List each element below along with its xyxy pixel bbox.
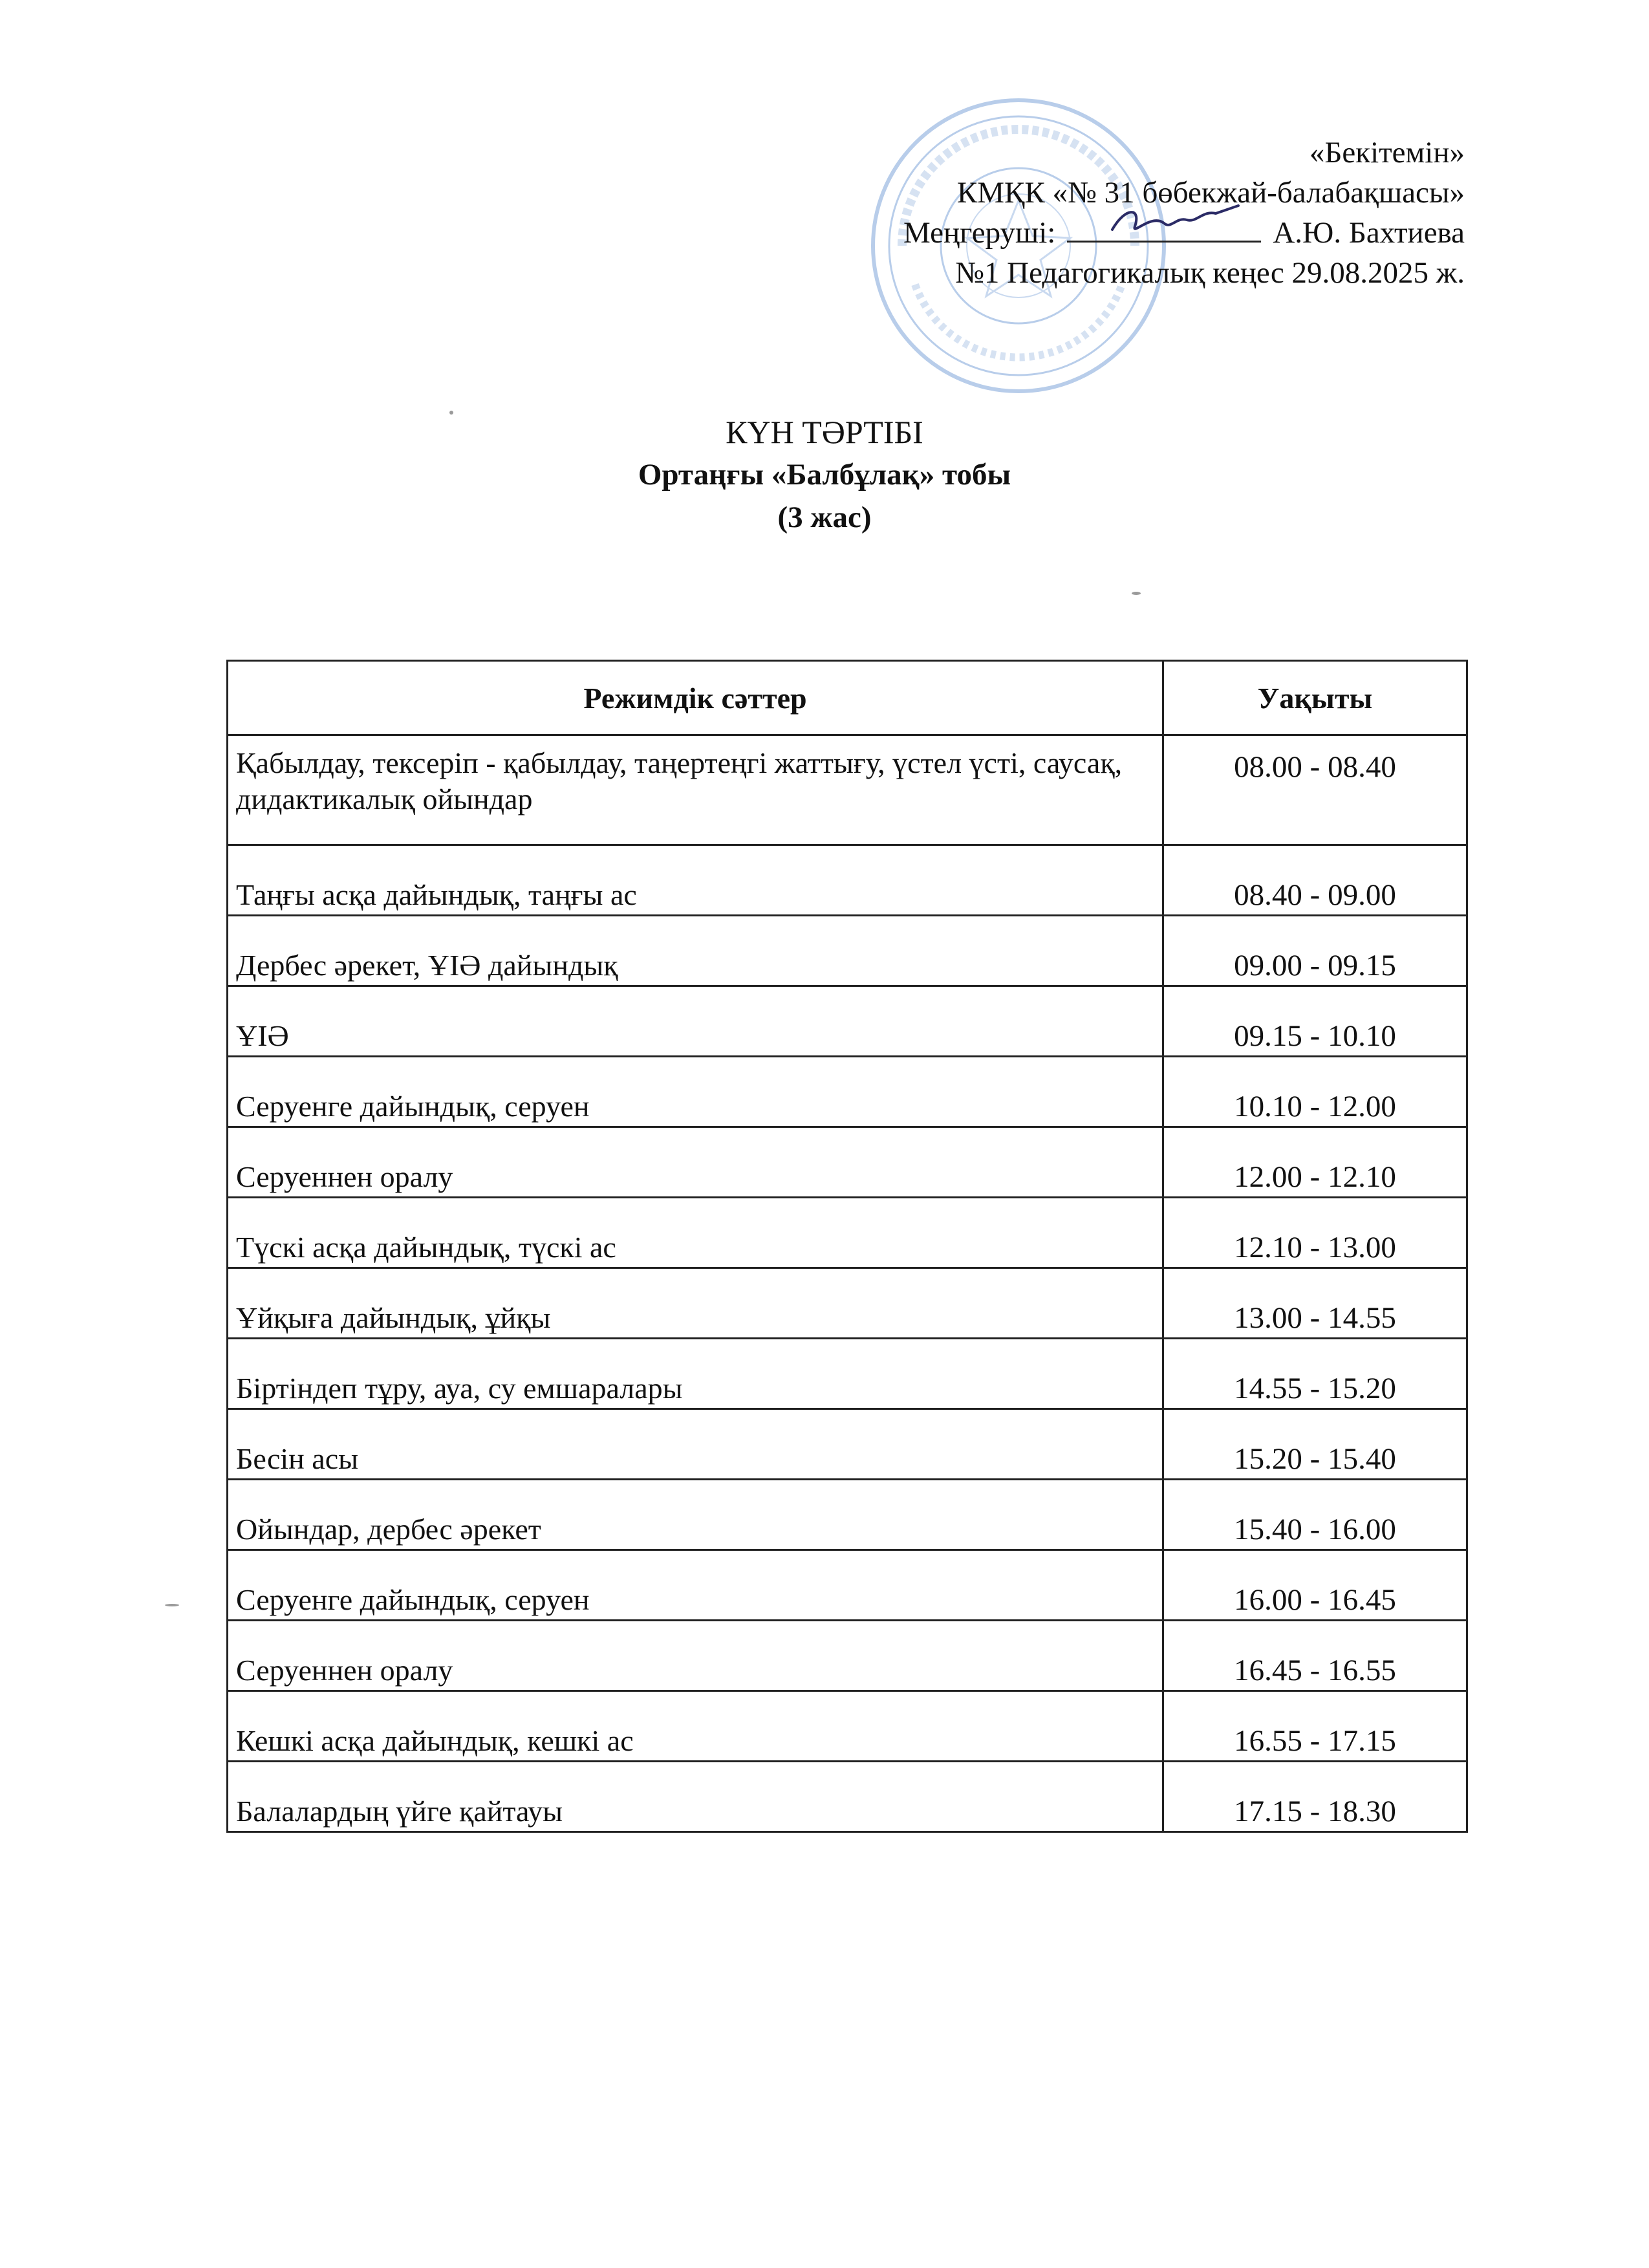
activity-cell: Кешкі асқа дайындық, кешкі ас [228,1691,1163,1762]
table-row [228,986,1467,1057]
schedule-table [226,660,1468,1833]
document-title: КҮН ТӘРТІБІ [726,414,923,450]
table-row [228,1409,1467,1480]
activity-cell: Ойындар, дербес әрекет [228,1480,1163,1550]
approval-heading: «Бекітемін» [1309,136,1465,169]
activity-cell: Серуеннен оралу [228,1127,1163,1198]
document-title-block [0,411,1649,539]
age-group: (3 жас) [777,501,872,534]
time-cell: 15.40 - 16.00 [1163,1480,1467,1550]
activity-cell: Балалардың үйге қайтауы [228,1762,1163,1832]
activity-cell: Бесін асы [228,1409,1163,1480]
time-cell: 15.20 - 15.40 [1163,1409,1467,1480]
activity-cell: Ұйқыға дайындық, ұйқы [228,1268,1163,1339]
time-cell: 09.15 - 10.10 [1163,986,1467,1057]
time-cell: 16.45 - 16.55 [1163,1621,1467,1691]
table-row [228,1127,1467,1198]
table-row [228,1762,1467,1832]
scan-speck [1132,592,1141,595]
activity-cell: Серуеннен оралу [228,1621,1163,1691]
head-label: Меңгеруші: [903,216,1056,250]
handwritten-signature [1106,200,1248,246]
signature-blank [1067,215,1261,243]
time-cell: 08.40 - 09.00 [1163,845,1467,916]
table-header-row [228,661,1467,735]
approval-block [689,133,1465,293]
group-name: Ортаңғы «Балбұлақ» тобы [638,458,1011,491]
table-row [228,1691,1467,1762]
header-activity: Режимдік сәттер [228,661,1163,735]
activity-cell: Таңғы асқа дайындық, таңғы ас [228,845,1163,916]
time-cell: 12.10 - 13.00 [1163,1198,1467,1268]
activity-cell: Түскі асқа дайындық, түскі ас [228,1198,1163,1268]
activity-cell: Біртіндеп тұру, ауа, су емшаралары [228,1339,1163,1409]
table-row [228,735,1467,845]
time-cell: 16.00 - 16.45 [1163,1550,1467,1621]
council-reference: №1 Педагогикалық кеңес 29.08.2025 ж. [955,256,1465,290]
activity-cell: Серуенге дайындық, серуен [228,1550,1163,1621]
time-cell: 17.15 - 18.30 [1163,1762,1467,1832]
scan-speck [165,1604,179,1606]
institution-name: КМҚК «№ 31 бөбекжай-балабақшасы» [956,176,1465,210]
activity-cell: Қабылдау, тексеріп - қабылдау, таңертеңгі жаттығу, үстел үсті, саусақ, дидактикалық ойындар [228,735,1163,845]
head-signature-line [689,213,1465,253]
time-cell: 09.00 - 09.15 [1163,916,1467,986]
time-cell: 10.10 - 12.00 [1163,1057,1467,1127]
scan-speck [449,411,453,415]
time-cell: 08.00 - 08.40 [1163,735,1467,845]
table-row [228,845,1467,916]
table-row [228,1339,1467,1409]
table-row [228,1057,1467,1127]
table-row [228,1621,1467,1691]
activity-cell: Серуенге дайындық, серуен [228,1057,1163,1127]
table-row [228,1550,1467,1621]
header-time: Уақыты [1163,661,1467,735]
time-cell: 12.00 - 12.10 [1163,1127,1467,1198]
time-cell: 16.55 - 17.15 [1163,1691,1467,1762]
table-row [228,1268,1467,1339]
activity-cell: Дербес әрекет, ҰІӘ дайындық [228,916,1163,986]
time-cell: 14.55 - 15.20 [1163,1339,1467,1409]
table-row [228,916,1467,986]
time-cell: 13.00 - 14.55 [1163,1268,1467,1339]
activity-cell: ҰІӘ [228,986,1163,1057]
head-name: А.Ю. Бахтиева [1273,216,1465,250]
table-row [228,1480,1467,1550]
table-row [228,1198,1467,1268]
